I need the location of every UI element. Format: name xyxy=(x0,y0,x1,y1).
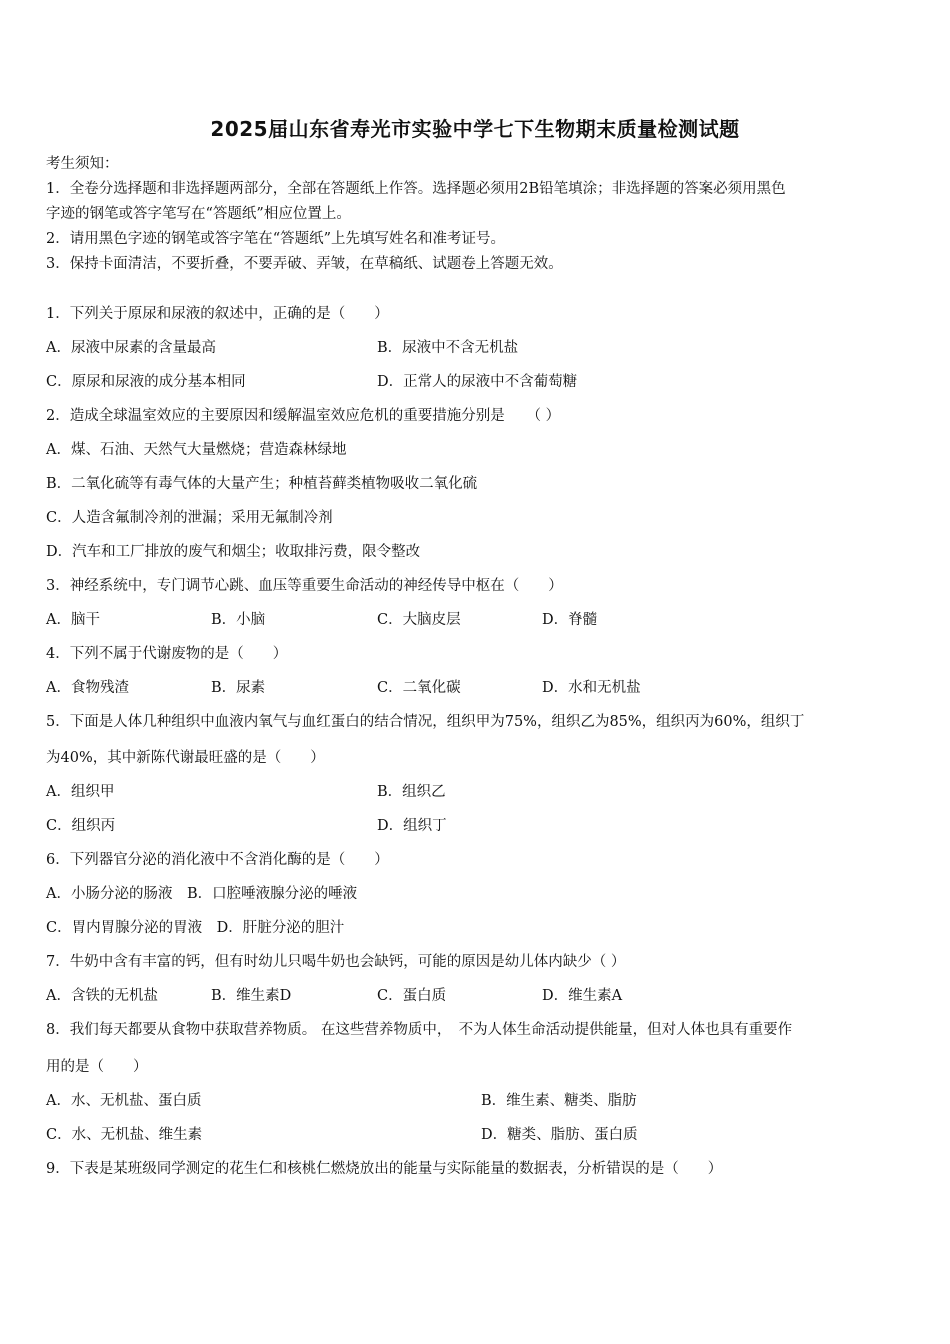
page-title: 2025届山东省寿光市实验中学七下生物期末质量检测试题 xyxy=(210,117,740,141)
q7-option-d: D．维生素A xyxy=(542,988,623,1004)
q5-option-b: B．组织乙 xyxy=(377,784,446,800)
q5-option-c: C．组织丙 xyxy=(46,818,116,834)
question-4: 4．下列不属于代谢废物的是（ ） xyxy=(46,646,288,662)
q7-option-b: B．维生素D xyxy=(211,988,292,1004)
q6-options-cd: C．胃内胃腺分泌的胃液 D．肝脏分泌的胆汁 xyxy=(46,920,345,936)
q8-option-b: B．维生素、糖类、脂肪 xyxy=(481,1093,637,1109)
q1-option-b: B．尿液中不含无机盐 xyxy=(377,340,519,356)
notice-2: 2．请用黑色字迹的钢笔或答字笔在“答题纸”上先填写姓名和准考证号。 xyxy=(46,231,506,247)
q8-option-c: C．水、无机盐、维生素 xyxy=(46,1127,203,1143)
q5-option-d: D．组织丁 xyxy=(377,818,447,834)
q4-option-c: C．二氧化碳 xyxy=(377,680,461,696)
q2-option-d: D．汽车和工厂排放的废气和烟尘；收取排污费，限令整改 xyxy=(46,544,421,560)
question-6: 6．下列器官分泌的消化液中不含消化酶的是（ ） xyxy=(46,852,389,868)
q7-option-a: A．含铁的无机盐 xyxy=(46,988,158,1004)
question-5-line2: 为40%，其中新陈代谢最旺盛的是（ ） xyxy=(46,750,325,766)
q5-option-a: A．组织甲 xyxy=(46,784,115,800)
notice-1a: 1．全卷分选择题和非选择题两部分，全部在答题纸上作答。选择题必须用2B铅笔填涂；非选择题的答案必须用黑色 xyxy=(46,181,786,197)
q4-option-a: A．食物残渣 xyxy=(46,680,129,696)
q2-option-a: A．煤、石油、天然气大量燃烧；营造森林绿地 xyxy=(46,442,347,458)
question-7: 7．牛奶中含有丰富的钙，但有时幼儿只喝牛奶也会缺钙，可能的原因是幼儿体内缺少（ ） xyxy=(46,954,626,970)
q7-option-c: C．蛋白质 xyxy=(377,988,447,1004)
q2-option-b: B．二氧化硫等有毒气体的大量产生；种植苔藓类植物吸收二氧化硫 xyxy=(46,476,478,492)
q8-option-d: D．糖类、脂肪、蛋白质 xyxy=(481,1127,638,1143)
q3-option-c: C．大脑皮层 xyxy=(377,612,461,628)
q2-option-c: C．人造含氟制冷剂的泄漏；采用无氟制冷剂 xyxy=(46,510,333,526)
question-2: 2．造成全球温室效应的主要原因和缓解温室效应危机的重要措施分别是 （ ） xyxy=(46,408,561,424)
question-9: 9．下表是某班级同学测定的花生仁和核桃仁燃烧放出的能量与实际能量的数据表，分析错误的是（ ） xyxy=(46,1161,723,1177)
q1-option-c: C．原尿和尿液的成分基本相同 xyxy=(46,374,246,390)
question-8-line2: 用的是（ ） xyxy=(46,1059,148,1075)
q4-option-b: B．尿素 xyxy=(211,680,266,696)
question-8-line1: 8．我们每天都要从食物中获取营养物质。 在这些营养物质中， 不为人体生命活动提供能量，但对人体也具有重要作 xyxy=(46,1022,793,1038)
q6-options-ab: A．小肠分泌的肠液 B．口腔唾液腺分泌的唾液 xyxy=(46,886,358,902)
question-1: 1．下列关于原尿和尿液的叙述中，正确的是（ ） xyxy=(46,306,389,322)
q3-option-d: D．脊髓 xyxy=(542,612,598,628)
q3-option-b: B．小脑 xyxy=(211,612,266,628)
q3-option-a: A．脑干 xyxy=(46,612,100,628)
question-3: 3．神经系统中，专门调节心跳、血压等重要生命活动的神经传导中枢在（ ） xyxy=(46,578,563,594)
notice-3: 3．保持卡面清洁，不要折叠，不要弄破、弄皱，在草稿纸、试题卷上答题无效。 xyxy=(46,256,563,272)
q8-option-a: A．水、无机盐、蛋白质 xyxy=(46,1093,202,1109)
notice-heading: 考生须知： xyxy=(46,156,119,172)
q1-option-d: D．正常人的尿液中不含葡萄糖 xyxy=(377,374,578,390)
q1-option-a: A．尿液中尿素的含量最高 xyxy=(46,340,216,356)
q4-option-d: D．水和无机盐 xyxy=(542,680,641,696)
question-5-line1: 5．下面是人体几种组织中血液内氧气与血红蛋白的结合情况，组织甲为75%，组织乙为85%，组织丙为60%，组织丁 xyxy=(46,714,805,730)
notice-1b: 字迹的钢笔或答字笔写在“答题纸”相应位置上。 xyxy=(46,206,351,222)
